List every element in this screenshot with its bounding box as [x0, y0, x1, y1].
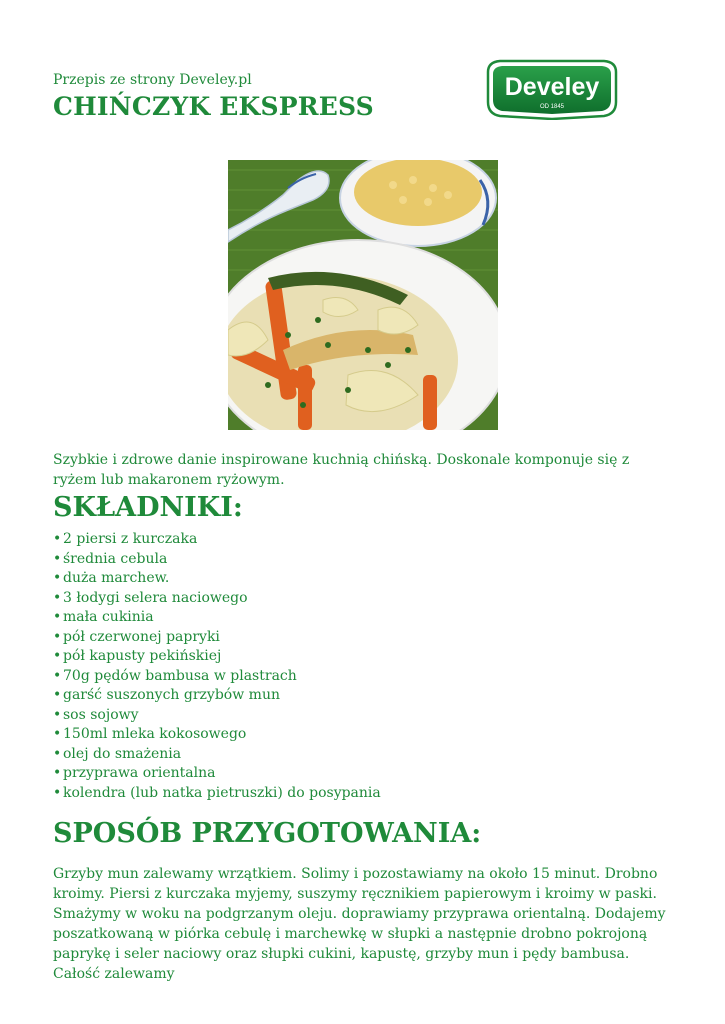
list-item: • przyprawa orientalna	[53, 764, 381, 784]
list-item: • pół kapusty pekińskiej	[53, 647, 381, 667]
source-line: Przepis ze strony Develey.pl	[53, 72, 252, 88]
logo-tagline: OD 1845	[539, 104, 565, 110]
list-item: • mała cukinia	[53, 608, 381, 628]
preparation-heading: SPOSÓB PRZYGOTOWANIA:	[53, 818, 482, 849]
list-item: • średnia cebula	[53, 550, 381, 570]
list-item: • pół czerwonej papryki	[53, 628, 381, 648]
logo-text: Develey	[504, 73, 600, 101]
list-item: • sos sojowy	[53, 706, 381, 726]
intro-text: Szybkie i zdrowe danie inspirowane kuchnią chińską. Doskonale komponuje się z ryżem lub makaronem ryżowym.	[53, 452, 630, 488]
list-item: • 150ml mleka kokosowego	[53, 725, 381, 745]
dish-photo	[228, 160, 498, 430]
list-item: • 2 piersi z kurczaka	[53, 530, 381, 550]
list-item: • garść suszonych grzybów mun	[53, 686, 381, 706]
develey-logo	[484, 58, 620, 120]
list-item: • duża marchew.	[53, 569, 381, 589]
list-item: • 3 łodygi selera naciowego	[53, 589, 381, 609]
list-item: • 70g pędów bambusa w plastrach	[53, 667, 381, 687]
recipe-title: CHIŃCZYK EKSPRESS	[53, 92, 374, 121]
ingredients-heading: SKŁADNIKI:	[53, 492, 243, 523]
preparation-text: Grzyby mun zalewamy wrzątkiem. Solimy i pozostawiamy na około 15 minut. Drobno kroimy. Piersi z kurczaka myjemy, suszymy ręcznikiem papierowym i kroimy w paski. Smażymy w woku na podgrzanym oleju. doprawiamy przyprawa orientalną. Dodajemy poszatkowaną w piórka cebulę i marchewkę w słupki a następnie drobno pokrojoną paprykę i seler naciowy oraz słupki cukini, kapustę, grzyby mun i pędy bambusa. Całość zalewamy	[53, 866, 666, 982]
list-item: • olej do smażenia	[53, 745, 381, 765]
list-item: • kolendra (lub natka pietruszki) do posypania	[53, 784, 381, 804]
ingredients-list	[53, 530, 381, 803]
